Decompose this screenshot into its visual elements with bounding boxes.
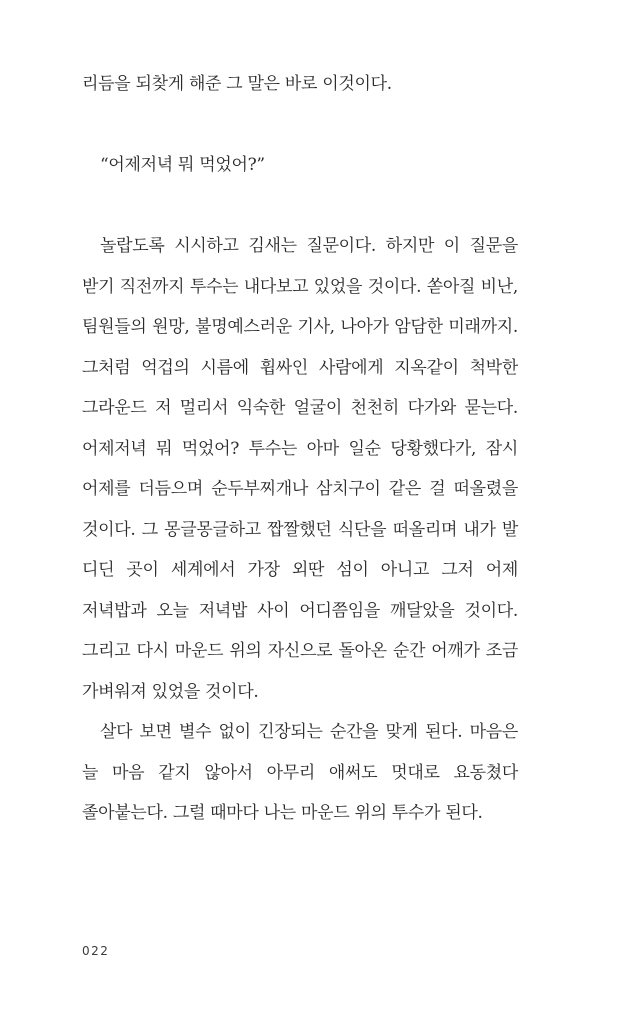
paragraph-continuation: 리듬을 되찾게 해준 그 말은 바로 이것이다. [82,74,392,94]
paragraph-main: 놀랍도록 시시하고 김새는 질문이다. 하지만 이 질문을 받기 직전까지 투수는 내다보고 있었을 것이다. 쏟아질 비난, 팀원들의 원망, 불명예스러운 기사, 나아가 암담한 미래까지. 그처럼 억겁의 시름에 휩싸인 사람에게 지옥같이 척박한 그라운드 저 멀리서 익숙한 얼굴이 천천히 다가와 묻는다. 어제저녁 뭐 먹었어? 투수는 아마 일순 당황했다가, 잠시 어제를 더듬으며 순두부찌개나 삼치구이 같은 걸 떠올렸을 것이다. 그 몽글몽글하고 짭짤했던 식단을 떠올리며 내가 발 디딘 곳이 세계에서 가장 외딴 섬이 아니고 그저 어제 저녁밥과 오늘 저녁밥 사이 어디쯤임을 깨달았을 것이다. 그리고 다시 마운드 위의 자신으로 돌아온 순간 어깨가 조금 가벼워져 있었을 것이다. [82,236,518,702]
paragraph-closing: 살다 보면 별수 없이 긴장되는 순간을 맞게 된다. 마음은 늘 마음 같지 않아서 아무리 애써도 멋대로 요동쳤다 졸아붙는다. 그럴 때마다 나는 마운드 위의 투수가 된다. [82,722,518,823]
page-number: 022 [82,944,110,958]
body-text [82,64,518,834]
paragraph-gap [82,105,518,146]
dialogue-quote: “어제저녁 뭐 먹었어?” [100,155,265,175]
paragraph-gap [82,186,518,227]
